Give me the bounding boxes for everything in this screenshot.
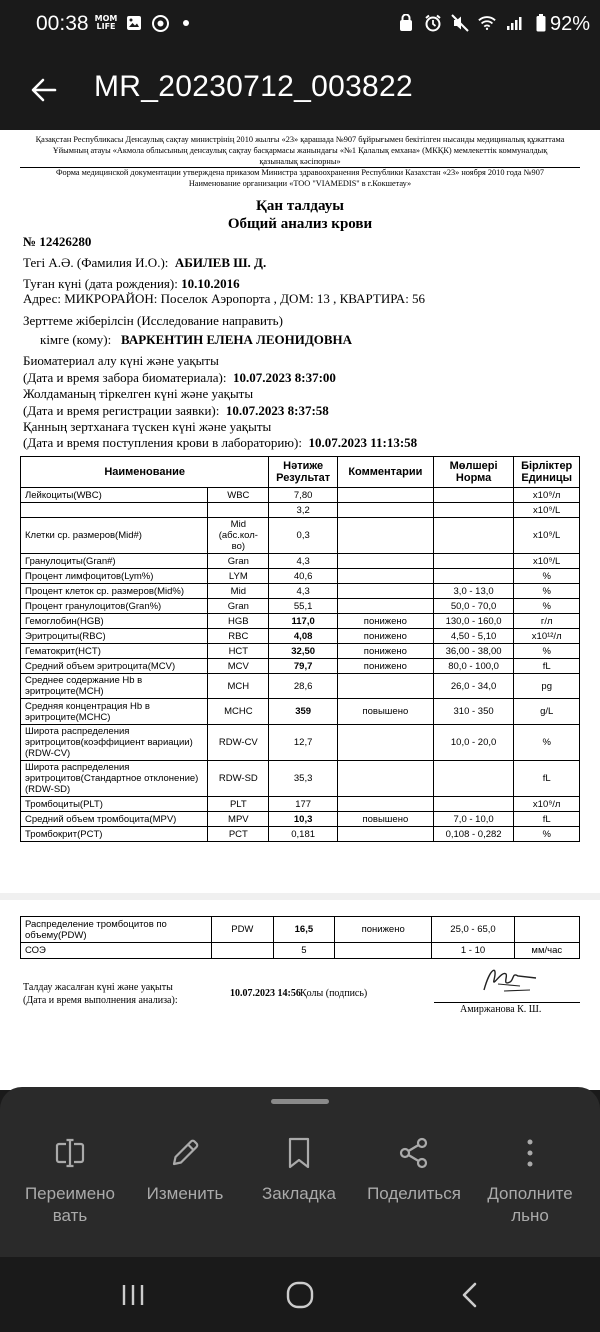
mute-icon [451, 14, 469, 32]
signer-name: Амиржанова К. Ш. [460, 1004, 542, 1015]
row-comment-cell [337, 488, 433, 503]
row-comment-cell [337, 674, 433, 699]
row-unit-cell: % [514, 569, 580, 584]
row-norm-cell: 310 - 350 [433, 699, 514, 725]
row-code-cell: WBC [208, 488, 269, 503]
row-code-cell: MPV [208, 812, 269, 827]
row-comment-cell [337, 827, 433, 842]
home-button[interactable] [270, 1277, 330, 1313]
table-row [21, 659, 580, 674]
analysis-number: № 12426280 [23, 234, 92, 249]
row-code-cell [211, 943, 273, 959]
row-unit-cell: x10⁹/L [514, 554, 580, 569]
row-result-cell: 4,08 [269, 629, 338, 644]
referral-to-line [40, 332, 352, 348]
row-code-cell: RDW-CV [208, 725, 269, 761]
table-row [21, 644, 580, 659]
row-comment-cell [337, 518, 433, 554]
surname-value: АБИЛЕВ Ш. Д. [174, 255, 267, 270]
row-comment-cell [337, 725, 433, 761]
table-row [21, 674, 580, 699]
sheet-handle[interactable] [271, 1099, 329, 1104]
table-row [21, 812, 580, 827]
referral-to-label: кімге (кому): [40, 332, 112, 347]
notification-icons [95, 14, 195, 32]
row-unit-cell: x10⁹/л [514, 797, 580, 812]
row-code-cell [208, 503, 269, 518]
birth-value: 10.10.2016 [181, 276, 240, 291]
row-unit-cell: % [514, 584, 580, 599]
table-row [21, 943, 580, 959]
lab-value: 10.07.2023 11:13:58 [308, 435, 418, 450]
row-name-cell: Клетки ср. размеров(Mid#) [21, 518, 208, 554]
more-button[interactable] [470, 1135, 590, 1227]
bookmark-label: Закладка [262, 1184, 336, 1203]
row-comment-cell [337, 761, 433, 797]
row-code-cell: Gran [208, 554, 269, 569]
row-norm-cell [433, 554, 514, 569]
table-row [21, 699, 580, 725]
header-result: Нәтиже Результат [269, 457, 338, 488]
row-result-cell: 359 [269, 699, 338, 725]
row-code-cell: MCH [208, 674, 269, 699]
signature-image [480, 960, 540, 1000]
row-result-cell: 28,6 [269, 674, 338, 699]
home-icon [285, 1280, 315, 1310]
row-name-cell: Средний объем тромбоцита(MPV) [21, 812, 208, 827]
row-norm-cell [433, 503, 514, 518]
surname-label: Тегі А.Ә. (Фамилия И.О.): [23, 255, 169, 270]
table-row [21, 827, 580, 842]
row-unit-cell: x10⁹/л [514, 488, 580, 503]
bookmark-icon [239, 1135, 359, 1171]
document-page-2[interactable] [0, 900, 600, 1090]
row-norm-cell [433, 488, 514, 503]
table-row [21, 488, 580, 503]
row-result-cell: 0,3 [269, 518, 338, 554]
row-code-cell: Mid (абс.кол-во) [208, 518, 269, 554]
back-button[interactable] [22, 68, 66, 112]
row-result-cell: 0,181 [269, 827, 338, 842]
row-result-cell: 3,2 [269, 503, 338, 518]
row-result-cell: 4,3 [269, 584, 338, 599]
battery-percent: 92% [549, 13, 590, 35]
alarm-icon [424, 14, 442, 32]
row-unit-cell: x10⁹/L [514, 503, 580, 518]
row-norm-cell [433, 797, 514, 812]
referral-to-value: ВАРКЕНТИН ЕЛЕНА ЛЕОНИДОВНА [121, 332, 353, 347]
row-norm-cell: 3,0 - 13,0 [433, 584, 514, 599]
action-sheet [0, 1087, 600, 1257]
row-name-cell: Широта распределения эритроцитов(коэффициент вариации)(RDW-CV) [21, 725, 208, 761]
row-name-cell: Процент гранулоцитов(Gran%) [21, 599, 208, 614]
document-viewer[interactable] [0, 130, 600, 893]
title-ru: Общий анализ крови [227, 216, 373, 232]
row-result-cell: 16,5 [273, 917, 334, 943]
row-unit-cell: fL [514, 812, 580, 827]
row-norm-cell: 36,00 - 38,00 [433, 644, 514, 659]
row-norm-cell: 50,0 - 70,0 [433, 599, 514, 614]
app-bar [0, 50, 600, 130]
row-code-cell: Mid [208, 584, 269, 599]
row-code-cell: HCT [208, 644, 269, 659]
row-name-cell: Процент клеток ср. размеров(Mid%) [21, 584, 208, 599]
table-row [21, 629, 580, 644]
row-name-cell: Гематокрит(HCT) [21, 644, 208, 659]
row-comment-cell: повышено [337, 812, 433, 827]
row-name-cell: Лейкоциты(WBC) [21, 488, 208, 503]
row-norm-cell [433, 569, 514, 584]
lab-label: (Дата и время поступления крови в лабораторию): [23, 435, 302, 450]
row-norm-cell: 26,0 - 34,0 [433, 674, 514, 699]
row-code-cell: RBC [208, 629, 269, 644]
row-code-cell: LYM [208, 569, 269, 584]
row-comment-cell: повышено [337, 699, 433, 725]
row-result-cell: 55,1 [269, 599, 338, 614]
share-button[interactable] [354, 1135, 474, 1205]
header-unit: Бірліктер Единицы [514, 457, 580, 488]
row-name-cell: СОЭ [21, 943, 212, 959]
row-result-cell: 5 [273, 943, 334, 959]
table-row [21, 761, 580, 797]
battery-icon [532, 14, 550, 32]
title-kz: Қан талдауы [256, 198, 344, 214]
header-norm: Мөлшері Норма [433, 457, 514, 488]
more-label: Дополните льно [487, 1184, 573, 1225]
row-norm-cell: 10,0 - 20,0 [433, 725, 514, 761]
row-code-cell: MCV [208, 659, 269, 674]
row-unit-cell: % [514, 599, 580, 614]
birth-label: Туған күні (дата рождения): [23, 276, 178, 291]
row-unit-cell: % [514, 725, 580, 761]
more-vertical-icon [470, 1135, 590, 1171]
row-comment-cell [337, 599, 433, 614]
table-row [21, 725, 580, 761]
row-norm-cell: 0,108 - 0,282 [433, 827, 514, 842]
row-comment-cell [337, 797, 433, 812]
rename-icon [10, 1135, 130, 1171]
row-result-cell: 32,50 [269, 644, 338, 659]
row-code-cell: Gran [208, 599, 269, 614]
rename-label: Переимено вать [24, 1184, 116, 1225]
header-line-3: қазыналық кәсіпорны» [259, 157, 341, 166]
row-comment-cell [337, 584, 433, 599]
file-title: MR_20230712_003822 [94, 70, 414, 103]
row-result-cell: 4,3 [269, 554, 338, 569]
navigation-bar [0, 1257, 600, 1332]
row-unit-cell [514, 917, 579, 943]
header-line-2: Ұйымның атауы «Акмола облысының денсаулық сақтау басқармасы жанындағы «№1 Қалалық емхана» (МКҚК) мемлекеттік коммуналдық [52, 146, 548, 155]
row-norm-cell: 25,0 - 65,0 [432, 917, 514, 943]
share-label: Поделиться [367, 1184, 461, 1203]
back-icon [458, 1281, 482, 1309]
page-separator [0, 893, 600, 900]
row-unit-cell: x10⁹/L [514, 518, 580, 554]
row-result-cell: 79,7 [269, 659, 338, 674]
gallery-icon [125, 14, 143, 32]
arrow-left-icon [30, 76, 58, 104]
recent-apps-icon [119, 1281, 147, 1309]
row-name-cell: Широта распределения эритроцитов(Стандартное отклонение)(RDW-SD) [21, 761, 208, 797]
row-result-cell: 12,7 [269, 725, 338, 761]
edit-label: Изменить [146, 1184, 224, 1203]
row-name-cell: Тромбоциты(PLT) [21, 797, 208, 812]
rename-button[interactable] [10, 1135, 130, 1227]
row-unit-cell: мм/час [514, 943, 579, 959]
row-comment-cell: понижено [337, 614, 433, 629]
registration-line [23, 403, 329, 419]
table-row [21, 614, 580, 629]
row-comment-cell [337, 503, 433, 518]
chrome-icon [151, 14, 169, 32]
row-name-cell: Тромбокрит(PCT) [21, 827, 208, 842]
row-unit-cell: fL [514, 659, 580, 674]
birth-line [23, 276, 240, 292]
row-unit-cell: g/L [514, 699, 580, 725]
status-bar [0, 0, 600, 50]
performed-value: 10.07.2023 14:56 [230, 988, 301, 999]
row-norm-cell: 4,50 - 5,10 [433, 629, 514, 644]
table-row [21, 503, 580, 518]
row-code-cell: PLT [208, 797, 269, 812]
edit-pencil-icon [125, 1135, 245, 1171]
results-header-row [21, 457, 580, 488]
referral-label: Зерттеме жіберілсін (Исследование направить) [23, 313, 283, 328]
header-line-1: Қазақстан Республикасы Денсаулық сақтау министрінің 2010 жылғы «23» қарашада №907 бұйрығымен бекітілген нысанды медициналық құжаттама [35, 135, 565, 144]
row-norm-cell: 1 - 10 [432, 943, 514, 959]
row-result-cell: 40,6 [269, 569, 338, 584]
header-name: Наименование [21, 457, 269, 488]
row-comment-cell: понижено [337, 644, 433, 659]
row-name-cell: Распределение тромбоцитов по объему(PDW) [21, 917, 212, 943]
patient-surname-line [23, 255, 266, 271]
row-result-cell: 117,0 [269, 614, 338, 629]
row-result-cell: 10,3 [269, 812, 338, 827]
recent-apps-button[interactable] [103, 1277, 163, 1313]
back-nav-button[interactable] [440, 1277, 500, 1313]
dot-icon [177, 14, 195, 32]
signal-icon [505, 14, 523, 32]
row-unit-cell: pg [514, 674, 580, 699]
row-name-cell: Эритроциты(RBC) [21, 629, 208, 644]
results-table-2 [20, 916, 580, 959]
table-row [21, 569, 580, 584]
row-norm-cell: 80,0 - 100,0 [433, 659, 514, 674]
row-norm-cell [433, 518, 514, 554]
registration-kz: Жолдаманың тіркелген күні және уақыты [23, 386, 254, 401]
row-unit-cell: % [514, 644, 580, 659]
row-name-cell: Средняя концентрация Hb в эритроците(MCHC) [21, 699, 208, 725]
row-comment-cell: понижено [337, 659, 433, 674]
biomaterial-kz: Биоматериал алу күні және уақыты [23, 353, 219, 368]
row-name-cell: Гранулоциты(Gran#) [21, 554, 208, 569]
header-line-5: Наименование организации «ТОО "VIAMEDIS" в г.Кокшетау» [188, 179, 412, 188]
lab-kz: Қанның зертханаға түскен күні және уақыты [23, 419, 272, 434]
table-row [21, 584, 580, 599]
row-name-cell: Среднее содержание Hb в эритроците(MCH) [21, 674, 208, 699]
row-comment-cell: понижено [337, 629, 433, 644]
header-line-4: Форма медицинской документации утверждена приказом Министра здравоохранения Республики Казахстан «23» ноября 2010 года №907 [56, 168, 544, 177]
row-comment-cell [334, 943, 432, 959]
row-unit-cell: x10¹²/л [514, 629, 580, 644]
row-code-cell: HGB [208, 614, 269, 629]
row-unit-cell: fL [514, 761, 580, 797]
table-row [21, 917, 580, 943]
table-row [21, 518, 580, 554]
row-norm-cell [433, 761, 514, 797]
row-comment-cell: понижено [334, 917, 432, 943]
row-code-cell: PDW [211, 917, 273, 943]
bookmark-button[interactable] [239, 1135, 359, 1205]
lab-line [23, 435, 417, 451]
row-name-cell: Средний объем эритроцита(MCV) [21, 659, 208, 674]
momlife-app-icon: MOM LIFE [94, 14, 118, 31]
row-name-cell: Гемоглобин(HGB) [21, 614, 208, 629]
row-code-cell: MCHC [208, 699, 269, 725]
signature-line [434, 1002, 580, 1003]
performed-kz: Талдау жасалған күні және уақыты [23, 982, 173, 993]
header-comment: Комментарии [337, 457, 433, 488]
table-row [21, 797, 580, 812]
system-icons [397, 14, 550, 32]
row-code-cell: PCT [208, 827, 269, 842]
row-norm-cell: 130,0 - 160,0 [433, 614, 514, 629]
row-result-cell: 7,80 [269, 488, 338, 503]
table-row [21, 599, 580, 614]
results-table [20, 456, 580, 842]
row-name-cell: Процент лимфоцитов(Lym%) [21, 569, 208, 584]
status-time: 00:38 [36, 12, 89, 35]
table-row [21, 554, 580, 569]
row-comment-cell [337, 569, 433, 584]
row-unit-cell: % [514, 827, 580, 842]
performed-ru: (Дата и время выполнения анализа): [23, 995, 178, 1006]
biomaterial-value: 10.07.2023 8:37:00 [233, 370, 336, 385]
row-code-cell: RDW-SD [208, 761, 269, 797]
row-result-cell: 35,3 [269, 761, 338, 797]
alarm-lock-icon [397, 14, 415, 32]
signature-caption: Қолы (подпись) [300, 988, 368, 999]
row-name-cell [21, 503, 208, 518]
registration-value: 10.07.2023 8:37:58 [225, 403, 329, 418]
biomaterial-line [23, 370, 336, 386]
row-unit-cell: г/л [514, 614, 580, 629]
registration-label: (Дата и время регистрации заявки): [23, 403, 220, 418]
biomaterial-label: (Дата и время забора биоматериала): [23, 370, 227, 385]
address-line: Адрес: МИКРОРАЙОН: Поселок Аэропорта , ДОМ: 13 , КВАРТИРА: 56 [23, 291, 426, 306]
edit-button[interactable] [125, 1135, 245, 1205]
row-result-cell: 177 [269, 797, 338, 812]
row-comment-cell [337, 554, 433, 569]
wifi-icon [478, 14, 496, 32]
share-icon [354, 1135, 474, 1171]
row-norm-cell: 7,0 - 10,0 [433, 812, 514, 827]
